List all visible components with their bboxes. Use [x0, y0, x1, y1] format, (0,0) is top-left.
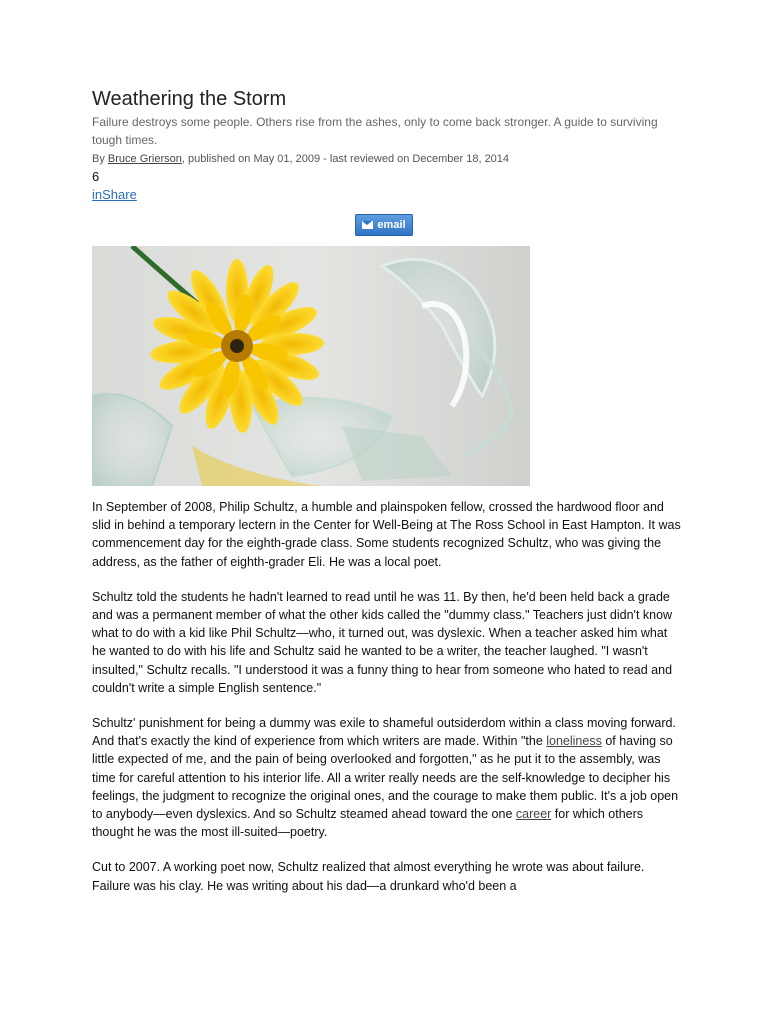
- article-container: [92, 86, 682, 912]
- byline-prefix: By: [92, 153, 108, 165]
- byline-date: , published on May 01, 2009 - last reviewed on December 18, 2014: [181, 153, 510, 165]
- paragraph-text: of having so little expected of me, and the pain of being overlooked and forgotten," as he put it to the assembly, was time for careful attention to his interior life. All a writer really needs are the self-knowledge to decipher his feelings, the judgment to recognize the original ones, and the courage to make them public. It's a job open to anybody—even dyslexics. And so Schultz steamed ahead toward the one: [92, 734, 679, 822]
- email-button-label: email: [377, 219, 406, 231]
- paragraph: In September of 2008, Philip Schultz, a humble and plainspoken fellow, crossed the hardwood floor and slid in behind a temporary lectern in the Center for Well-Being at The Ross School in East Hampton. It was commencement day for the eighth-grade class. Some students recognized Schultz, who was giving the address, as the father of eighth-grader Eli. He was a local poet.: [92, 500, 681, 569]
- inshare-link[interactable]: inShare: [92, 187, 137, 202]
- article-subtitle: Failure destroys some people. Others rise from the ashes, only to come back stronger. A guide to surviving tough times.: [92, 115, 658, 147]
- paragraph: Schultz told the students he hadn't learned to read until he was 11. By then, he'd been held back a grade and was a permanent member of what the other kids called the "dummy class." Teachers just didn't know what to do with a kid like Phil Schultz—who, it turned out, was dyslexic. When a teacher asked him what he wanted to do with his life and Schultz said he wanted to be a writer, the teacher laughed. "I wasn't insulted," Schultz recalls. "I understood it was a funny thing to hear from someone who hated to read and couldn't write a simple English sentence.": [92, 589, 673, 695]
- paragraph-text: for which others thought he was the most ill-suited—poetry.: [92, 807, 644, 840]
- article-body: [92, 498, 682, 895]
- paragraph: [92, 714, 682, 841]
- career-link[interactable]: career: [515, 807, 552, 822]
- paragraph-text: Schultz' punishment for being a dummy was exile to shameful outsiderdom within a class moving forward. And that's exactly the kind of experience from which writers are made. Within "the: [92, 716, 676, 749]
- byline: [92, 152, 682, 166]
- envelope-icon: [362, 221, 373, 229]
- author-link[interactable]: Bruce Grierson: [107, 153, 182, 165]
- share-count: 6: [92, 169, 100, 184]
- loneliness-link[interactable]: loneliness: [546, 734, 602, 749]
- article-title: Weathering the Storm: [92, 88, 287, 110]
- article-hero-image: [92, 246, 530, 486]
- email-button[interactable]: [355, 214, 412, 236]
- paragraph: Cut to 2007. A working poet now, Schultz realized that almost everything he wrote was about failure. Failure was his clay. He was writing about his dad—a drunkard who'd been a: [92, 860, 645, 893]
- email-wrap: [92, 214, 676, 236]
